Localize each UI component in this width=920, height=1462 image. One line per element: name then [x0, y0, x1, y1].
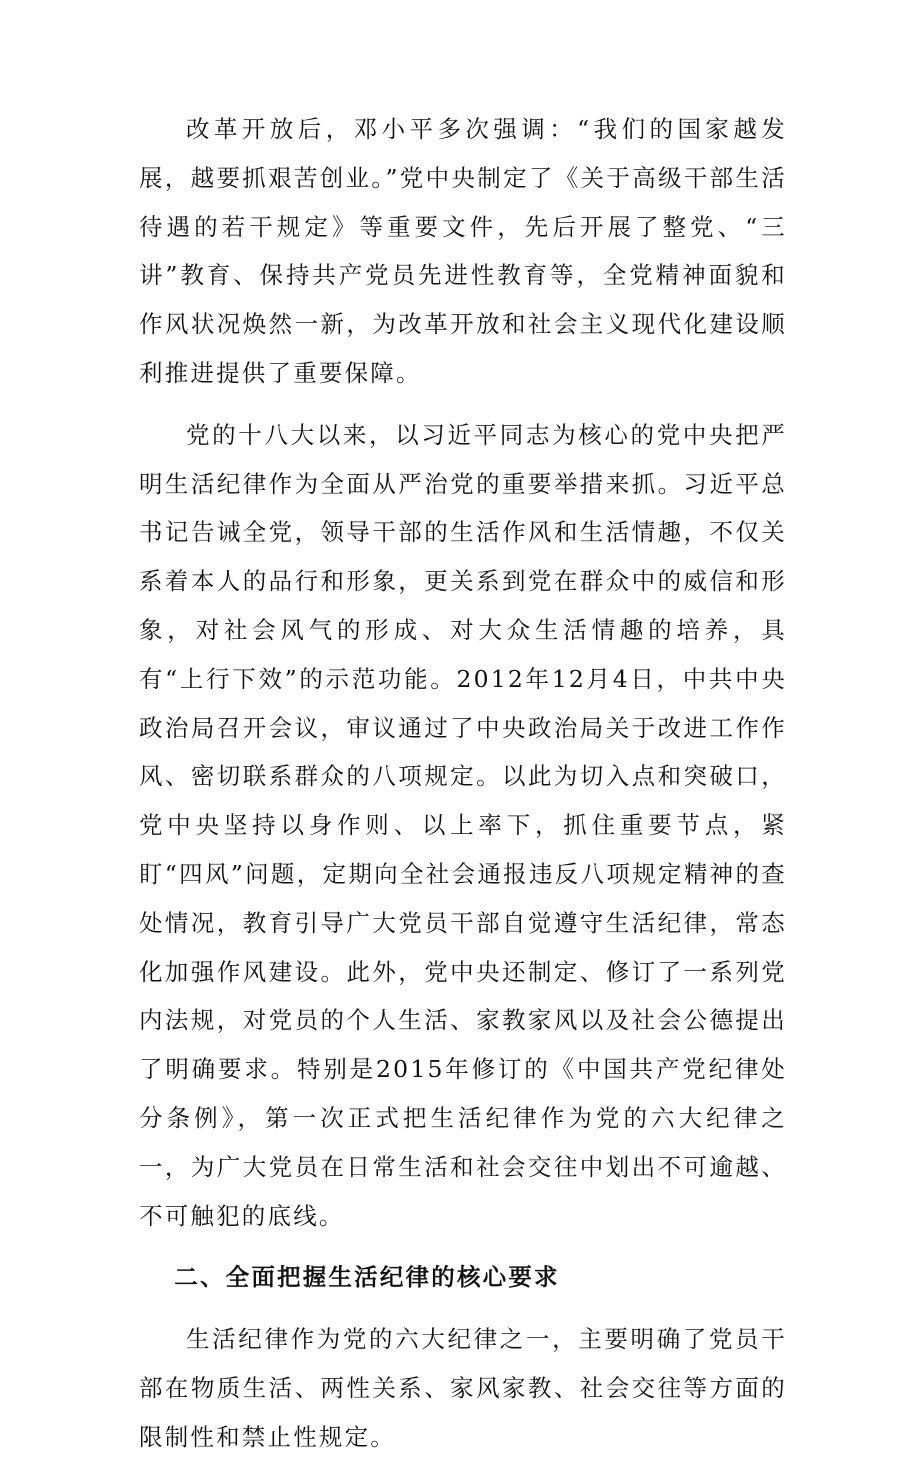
- paragraph-reform-era: 改革开放后，邓小平多次强调：“我们的国家越发展，越要抓艰苦创业。”党中央制定了《关于高级干部生活待遇的若干规定》等重要文件，先后开展了整党、“三讲”教育、保持共产党员先进性教育等，全党精神面貌和作风状况焕然一新，为改革开放和社会主义现代化建设顺利推进提供了重要保障。: [139, 115, 787, 387]
- paragraph-eighteenth-congress: 党的十八大以来，以习近平同志为核心的党中央把严明生活纪律作为全面从严治党的重要举措来抓。习近平总书记告诫全党，领导干部的生活作风和生活情趣，不仅关系着本人的品行和形象，更关系到党在群众中的威信和形象，对社会风气的形成、对大众生活情趣的培养，具有“上行下效”的示范功能。2012年12月4日，中共中央政治局召开会议，审议通过了中央政治局关于改进工作作风、密切联系群众的八项规定。以此为切入点和突破口，党中央坚持以身作则、以上率下，抓住重要节点，紧盯“四风”问题，定期向全社会通报违反八项规定精神的查处情况，教育引导广大党员干部自觉遵守生活纪律，常态化加强作风建设。此外，党中央还制定、修订了一系列党内法规，对党员的个人生活、家教家风以及社会公德提出了明确要求。特别是2015年修订的《中国共产党纪律处分条例》，第一次正式把生活纪律作为党的六大纪律之一，为广大党员在日常生活和社会交往中划出不可逾越、不可触犯的底线。: [139, 420, 787, 1230]
- paragraph-core-requirements: 生活纪律作为党的六大纪律之一，主要明确了党员干部在物质生活、两性关系、家风家教、社会交往等方面的限制性和禁止性规定。: [139, 1325, 787, 1451]
- section-heading: 二、全面把握生活纪律的核心要求: [174, 1263, 560, 1292]
- document-body: [139, 105, 787, 1462]
